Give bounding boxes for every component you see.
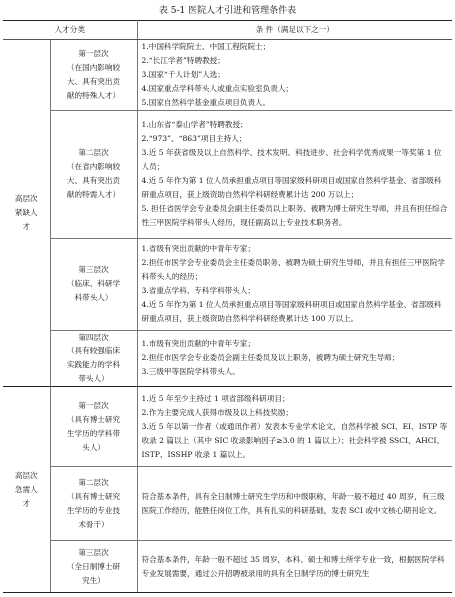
condition-item: 2.“长江学者”特聘教授； bbox=[141, 55, 225, 65]
tier-label-line: 术骨干） bbox=[78, 519, 109, 529]
tier-conditions bbox=[137, 541, 452, 593]
condition-item: 3.近 5 年获省级及以上自然科学、技术发明、科技进步、社会科学优秀成果一等奖第 1 位人员； bbox=[141, 148, 442, 172]
tier-label-line: （具有博士研究 bbox=[66, 414, 121, 424]
tier-label-line: （在国内影响较 bbox=[66, 62, 121, 72]
condition-item: 4.近 5 年作为第 1 位人员承担重点项目等国家级科研项目或国家自然科学基金、省部级科研重点项目，获上级资助自然科学科研经费累计达 200 万以上； bbox=[141, 176, 442, 199]
tier-label-line: 献的特殊人才） bbox=[66, 90, 121, 100]
table-row bbox=[3, 330, 452, 387]
tier-label bbox=[50, 110, 137, 238]
tier-label bbox=[50, 238, 137, 330]
tier-label-line: 究生） bbox=[82, 575, 105, 585]
group-name-line: 才 bbox=[22, 498, 31, 508]
condition-item: 2.担任市医学会专业委员会副主任委员及以上职务，被聘为硕士研究生导师； bbox=[141, 353, 400, 363]
table-caption: 表 5-1 医院人才引进和管理条件表 bbox=[158, 6, 297, 16]
tier-label-line: 第三层次 bbox=[78, 547, 109, 557]
tier-label-line: （具有较强临床 bbox=[66, 346, 121, 356]
tier-label-line: 大、具有突出贡 bbox=[66, 176, 121, 186]
tier-label-line: （在省内影响较 bbox=[66, 162, 121, 172]
tier-conditions bbox=[137, 40, 452, 111]
tier-label bbox=[50, 541, 137, 593]
condition-item: 2.作为主要完成人获得市级及以上科技奖励； bbox=[141, 407, 294, 417]
condition-item: 1.省级有突出贡献的中青年专家； bbox=[141, 244, 256, 254]
table-row bbox=[3, 387, 452, 467]
tier-label bbox=[50, 387, 137, 467]
tier-label-line: 第四层次 bbox=[78, 332, 109, 342]
tier-label-line: 生学历的学科带 bbox=[66, 428, 121, 438]
tier-label-line: 带头人） bbox=[78, 374, 109, 384]
condition-item: 5.国家自然科学基金重点项目负责人。 bbox=[141, 97, 271, 107]
header-category: 人才分类 bbox=[3, 21, 137, 40]
tier-label-line: 第三层次 bbox=[78, 265, 109, 275]
table-row bbox=[3, 110, 452, 238]
group-name-line: 急需人 bbox=[14, 484, 38, 494]
tier-label-line: （具有博士研究 bbox=[66, 491, 121, 501]
talent-conditions-table bbox=[3, 20, 452, 593]
table-row bbox=[3, 238, 452, 330]
tier-label-line: 实践能力的学科 bbox=[66, 360, 121, 370]
tier-conditions bbox=[137, 467, 452, 541]
condition-item: 符合基本条件，具有全日制博士研究生学历和中级职称，年龄一般不超过 40 周岁，有三级医院工作经历，能胜任岗位工作，具有扎实的科研基础，发表 SCI 或中文核心期刊论文。 bbox=[141, 491, 445, 515]
group-name-urgent-shortage bbox=[3, 40, 50, 387]
tier-label-line: 科带头人） bbox=[74, 292, 113, 302]
tier-label-line: 献的特需人才） bbox=[66, 189, 121, 199]
table-header-row bbox=[3, 21, 452, 40]
condition-item: 4.近 5 年作为第 1 位人员承担重点项目等国家级科研项目或国家自然科学基金、省部级科研重点项目，获上级资助自然科学科研经费累计达 100 万以上。 bbox=[141, 299, 442, 323]
condition-item: 3.国家“千人计划”人选； bbox=[141, 69, 225, 79]
tier-label bbox=[50, 40, 137, 111]
tier-label bbox=[50, 330, 137, 387]
tier-label-line: 第二层次 bbox=[78, 148, 109, 158]
tier-label-line: 生学历的专业技 bbox=[66, 505, 121, 515]
tier-conditions bbox=[137, 110, 452, 238]
tier-conditions bbox=[137, 387, 452, 467]
tier-label-line: 第一层次 bbox=[78, 400, 109, 410]
condition-item: 1.中国科学院院士、中国工程院院士； bbox=[141, 42, 271, 51]
tier-label-line: 大、具有突出贡 bbox=[66, 76, 121, 86]
condition-item: 1.山东省“泰山学者”特聘教授； bbox=[141, 120, 248, 130]
tier-label-line: 第二层次 bbox=[78, 477, 109, 487]
group-name-urgent-need bbox=[3, 387, 50, 593]
condition-item: 3.近 5 年以第一作者（或通讯作者）发表本专业学术论文，自然科学被 SCI、EI、ISTP 等收录 2 篇以上（其中 SIC 收录影响因子≥3.0 的 1 篇以上）；社会科学被 SSCI、AHCI、ISTP、ISSHP 收录 1 篇以上。 bbox=[141, 421, 448, 459]
condition-item: 4.国家重点学科带头人或重点实验室负责人； bbox=[141, 83, 294, 93]
condition-item: 5. 担任省医学会专业委员会副主任委员以上职务、被聘为博士研究生导师，并且有担任综合性三甲医院学科带头人经历，现任副高以上专业技术职务者。 bbox=[141, 203, 448, 227]
tier-label-line: 第一层次 bbox=[78, 48, 109, 58]
condition-item: 符合基本条件，年龄一般不超过 35 周岁，本科、硕士和博士所学专业一致，根据医院学科专业发展需要，通过公开招聘被录用的具有全日制学历的博士研究生 bbox=[141, 554, 445, 578]
tier-label-line: （全日制博士研 bbox=[66, 561, 121, 571]
condition-item: 1.近 5 年至少主持过 1 项省部级科研项目； bbox=[141, 393, 290, 403]
table-row bbox=[3, 541, 452, 593]
group-name-line: 才 bbox=[22, 222, 31, 232]
header-conditions: 条 件（满足以下之一） bbox=[137, 21, 452, 40]
tier-label-line: （临床、科研学 bbox=[66, 279, 121, 289]
table-row bbox=[3, 40, 452, 111]
tier-conditions bbox=[137, 238, 452, 330]
condition-item: 3.省重点学科、专科学科带头人； bbox=[141, 286, 256, 296]
condition-item: 2.担任市医学会专业委员会主任委员职务、被聘为硕士研究生导师，并且有担任三甲医院学科带头人的经历； bbox=[141, 258, 445, 282]
tier-label-line: 头人） bbox=[82, 442, 105, 452]
condition-item: 2.“973”、“863”项目主持人； bbox=[141, 134, 247, 144]
tier-conditions bbox=[137, 330, 452, 387]
group-name-line: 高层次 bbox=[14, 470, 38, 480]
group-name-line: 紧缺人 bbox=[14, 208, 38, 218]
tier-label bbox=[50, 467, 137, 541]
group-name-line: 高层次 bbox=[14, 194, 38, 204]
table-row bbox=[3, 467, 452, 541]
condition-item: 1.市级有突出贡献的中青年专家； bbox=[141, 339, 256, 349]
condition-item: 3.三级甲等医院学科带头人。 bbox=[141, 367, 240, 377]
